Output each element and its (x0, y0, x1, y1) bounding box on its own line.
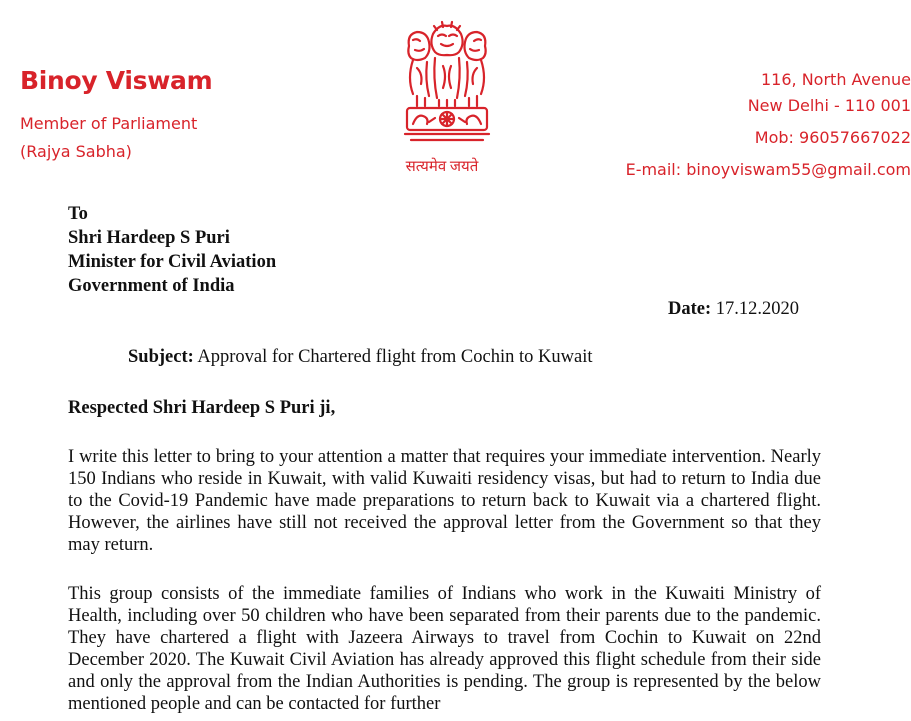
sender-title: Member of Parliament (20, 114, 198, 133)
emblem-motto: सत्यमेव जयते (405, 159, 479, 175)
recipient-name: Shri Hardeep S Puri (68, 228, 230, 248)
email-address: E-mail: binoyviswam55@gmail.com (625, 160, 911, 179)
mobile-number: Mob: 96057667022 (754, 128, 911, 147)
subject-line (128, 347, 592, 368)
address-line-1: 116, North Avenue (761, 70, 911, 89)
subject-label: Subject: (128, 347, 194, 367)
date-label: Date: (668, 299, 712, 319)
recipient-organization: Government of India (68, 276, 235, 296)
subject-text: Approval for Chartered flight from Cochin to Kuwait (197, 347, 593, 367)
to-label: To (68, 204, 88, 224)
body-paragraph-1: I write this letter to bring to your attention a matter that requires your immediate intervention. Nearly 150 Indians who reside in Kuwait, with valid Kuwaiti residency visas, but had to return to India due to the Covid-19 Pandemic have made preparations to return back to Kuwait via a chartered flight. However, the airlines have still not received the approval letter from the Government so that they may return. (68, 447, 821, 555)
recipient-designation: Minister for Civil Aviation (68, 252, 277, 272)
letter-date (668, 299, 799, 320)
body-paragraph-2: This group consists of the immediate families of Indians who work in the Kuwaiti Ministry of Health, including over 50 children who have been separated from their parents due to the pandemic. They have chartered a flight with Jazeera Airways to travel from Cochin to Kuwait on 22nd December 2020. The Kuwait Civil Aviation has already approved this flight schedule from their side and only the approval from the Indian Authorities is pending. The group is represented by the below mentioned people and can be contacted for further (68, 584, 821, 714)
address-line-2: New Delhi - 110 001 (747, 96, 911, 115)
date-value: 17.12.2020 (715, 299, 800, 319)
national-emblem-icon (393, 18, 501, 152)
sender-house: (Rajya Sabha) (20, 142, 132, 161)
salutation: Respected Shri Hardeep S Puri ji, (68, 398, 336, 418)
sender-name: Binoy Viswam (20, 66, 213, 95)
